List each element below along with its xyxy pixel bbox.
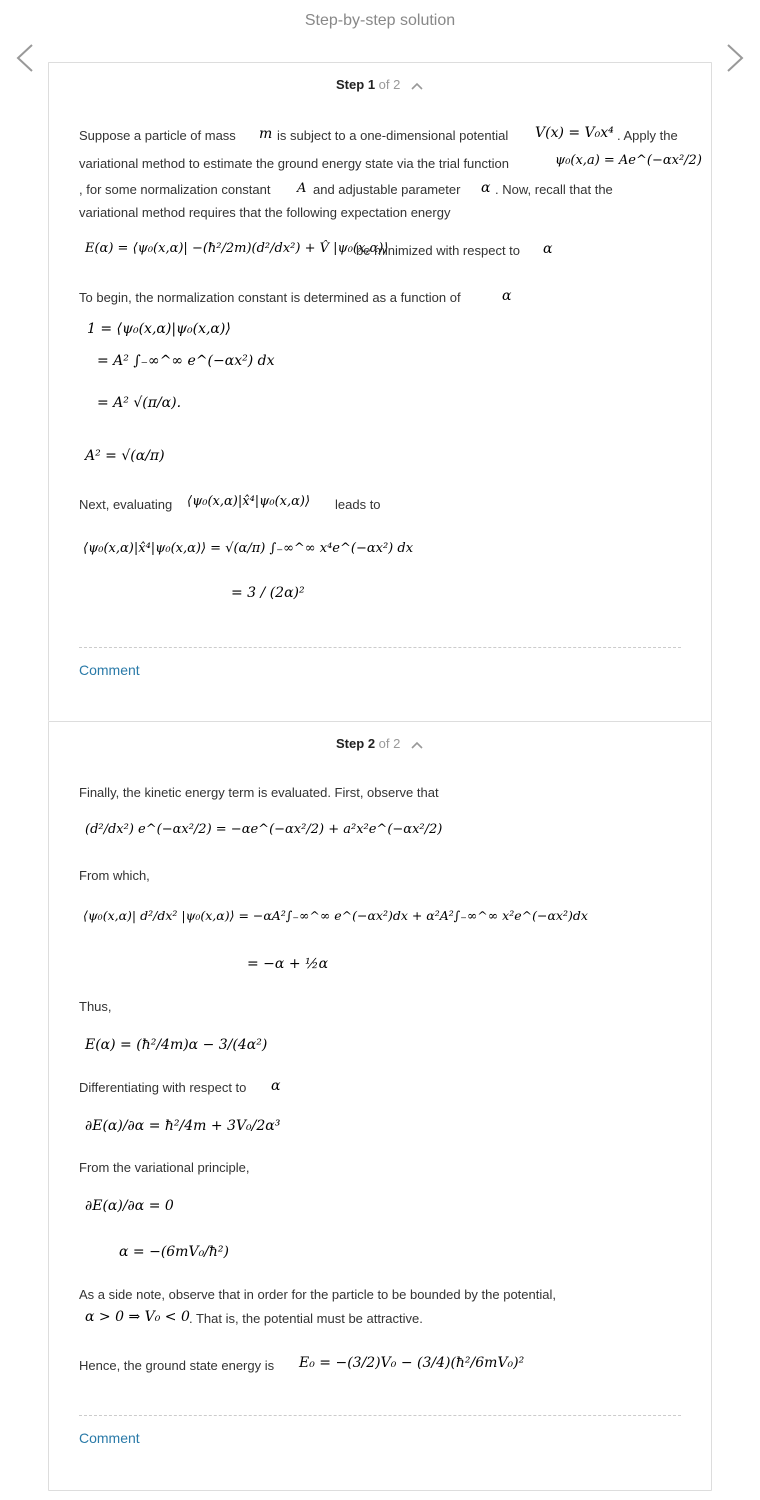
- math-norm-4: A² = √(α/π): [85, 448, 165, 464]
- math-mass: m: [259, 126, 273, 142]
- text-line: Thus,: [79, 999, 112, 1014]
- math-alpha: α: [502, 288, 512, 304]
- math-norm-2: = A² ∫₋∞^∞ e^(−αx²) dx: [97, 353, 275, 369]
- comment-link[interactable]: Comment: [79, 1430, 140, 1446]
- step-number: 2: [367, 736, 376, 751]
- math-norm-3: = A² √(π/α).: [97, 395, 182, 411]
- comment-link[interactable]: Comment: [79, 662, 140, 678]
- math-kinetic-2: = −α + ½α: [247, 956, 329, 972]
- text-line: Differentiating with respect to: [79, 1080, 247, 1095]
- text-line: Finally, the kinetic energy term is evaluated. First, observe that: [79, 785, 439, 800]
- math-x4-expectation-2: = 3 / (2α)²: [231, 585, 305, 601]
- math-energy-alpha: E(α) = (ħ²/4m)α − 3/(4α²): [85, 1037, 268, 1053]
- step-label: Step: [336, 736, 365, 751]
- math-x4-expectation-1: ⟨ψ₀(x,α)|x̂⁴|ψ₀(x,α)⟩ = √(α/π) ∫₋∞^∞ x⁴e^(−αx²) dx: [83, 541, 414, 556]
- step-header[interactable]: [49, 77, 711, 92]
- math-potential: V(x) = V₀x⁴: [535, 125, 614, 141]
- math-stationary: ∂E(α)/∂α = 0: [85, 1198, 174, 1214]
- step-label: Step: [336, 77, 365, 92]
- math-derivative: ∂E(α)/∂α = ħ²/4m + 3V₀/2α³: [85, 1118, 281, 1134]
- chevron-left-icon[interactable]: [12, 42, 40, 74]
- text-line: . Apply the: [617, 128, 678, 143]
- divider: [79, 1415, 681, 1416]
- math-alpha: α: [481, 180, 491, 196]
- text-line: From the variational principle,: [79, 1160, 250, 1175]
- step-header[interactable]: [49, 736, 711, 751]
- chevron-up-icon[interactable]: [410, 740, 424, 750]
- step-of-total: of 2: [378, 736, 401, 751]
- chevron-up-icon[interactable]: [410, 81, 424, 91]
- divider: [79, 647, 681, 648]
- math-alpha-solution: α = −(6mV₀/ħ²): [119, 1244, 229, 1260]
- math-alpha: α: [271, 1078, 281, 1094]
- text-line: From which,: [79, 868, 150, 883]
- text-line: . Now, recall that the: [495, 182, 613, 197]
- step-number: 1: [367, 77, 376, 92]
- step-of-total: of 2: [378, 77, 401, 92]
- page-title: Step-by-step solution: [304, 12, 456, 29]
- text-line: As a side note, observe that in order for the particle to be bounded by the potential,: [79, 1287, 556, 1302]
- step-card-2: [48, 721, 712, 1491]
- math-energy-functional: E(α) = ⟨ψ₀(x,α)| −(ħ²/2m)(d²/dx²) + V̂ |ψ₀(x,α)⟩: [85, 241, 389, 256]
- math-norm-1: 1 = ⟨ψ₀(x,α)|ψ₀(x,α)⟩: [87, 321, 231, 337]
- text-line: Suppose a particle of mass: [79, 128, 236, 143]
- text-line: Next, evaluating: [79, 497, 173, 512]
- text-line: . That is, the potential must be attractive.: [189, 1311, 423, 1326]
- text-line: Hence, the ground state energy is: [79, 1358, 275, 1373]
- text-line: , for some normalization constant: [79, 182, 271, 197]
- text-line: is subject to a one-dimensional potential: [277, 128, 509, 143]
- text-line: be minimized with respect to: [356, 243, 521, 258]
- math-trial-function: ψ₀(x,a) = Ae^(−αx²/2): [555, 153, 702, 168]
- text-line: and adjustable parameter: [313, 182, 461, 197]
- text-line: To begin, the normalization constant is determined as a function of: [79, 290, 461, 305]
- text-line: variational method requires that the following expectation energy: [79, 205, 451, 220]
- math-second-derivative: (d²/dx²) e^(−αx²/2) = −αe^(−αx²/2) + a²x²e^(−αx²/2): [85, 822, 443, 837]
- math-braket-x4: ⟨ψ₀(x,α)|x̂⁴|ψ₀(x,α)⟩: [187, 494, 311, 509]
- text-line: leads to: [335, 497, 381, 512]
- math-ground-energy: E₀ = −(3/2)V₀ − (3/4)(ħ²/6mV₀)²: [299, 1355, 525, 1371]
- text-line: variational method to estimate the ground energy state via the trial function: [79, 156, 509, 171]
- math-condition: α > 0 ⇒ V₀ < 0: [85, 1309, 190, 1325]
- chevron-right-icon[interactable]: [720, 42, 748, 74]
- math-A: A: [297, 181, 307, 196]
- math-kinetic-1: ⟨ψ₀(x,α)| d²/dx² |ψ₀(x,α)⟩ = −αA²∫₋∞^∞ e^(−αx²)dx + α²A²∫₋∞^∞ x²e^(−αx²)dx: [83, 908, 588, 923]
- step-card-1: [48, 62, 712, 721]
- math-alpha: α: [543, 241, 553, 257]
